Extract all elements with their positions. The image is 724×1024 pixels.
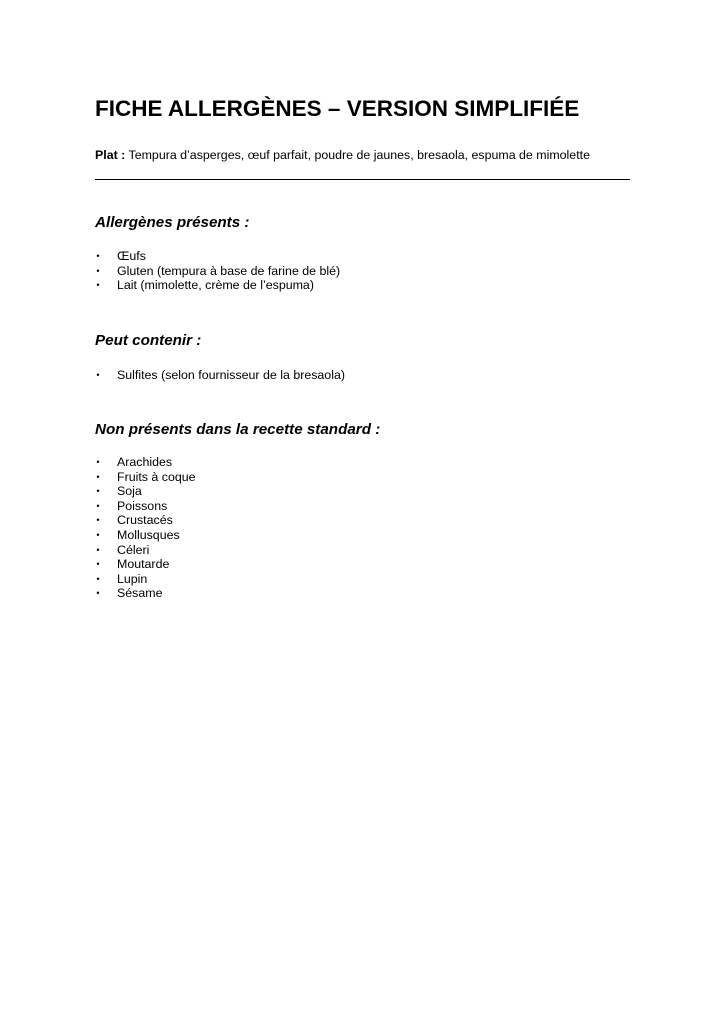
list-item: • Lait (mimolette, crème de l’espuma) bbox=[96, 278, 314, 293]
bullet-icon: • bbox=[96, 500, 100, 511]
list-item: • Œufs bbox=[96, 249, 146, 263]
bullet-icon: • bbox=[96, 559, 100, 570]
list-item: • Gluten (tempura à base de farine de blé) bbox=[96, 263, 341, 278]
bullet-icon: • bbox=[96, 588, 100, 599]
allergens-present-list bbox=[95, 249, 340, 293]
bullet-icon: • bbox=[96, 370, 100, 380]
list-item: • Crustacés bbox=[96, 513, 173, 528]
bullet-icon: • bbox=[96, 280, 100, 291]
may-contain-list bbox=[95, 368, 345, 383]
section-heading-allergens-present: Allergènes présents : bbox=[95, 214, 250, 231]
bullet-icon: • bbox=[96, 471, 100, 482]
list-item: • Céleri bbox=[96, 542, 150, 557]
list-item: • Mollusques bbox=[96, 527, 180, 542]
bullet-icon: • bbox=[96, 251, 100, 261]
dish-line bbox=[95, 147, 590, 163]
bullet-icon: • bbox=[96, 544, 100, 555]
list-item: • Sésame bbox=[96, 586, 163, 601]
bullet-icon: • bbox=[96, 486, 100, 497]
document-title: FICHE ALLERGÈNES – VERSION SIMPLIFIÉE bbox=[95, 96, 580, 121]
bullet-icon: • bbox=[96, 265, 100, 276]
bullet-icon: • bbox=[96, 515, 100, 526]
not-present-list bbox=[95, 455, 196, 601]
list-item: • Moutarde bbox=[96, 557, 170, 572]
section-heading-not-present: Non présents dans la recette standard : bbox=[95, 421, 381, 438]
list-item: • Poissons bbox=[96, 498, 168, 513]
dish-description: Tempura d’asperges, œuf parfait, poudre de jaunes, bresaola, espuma de mimolette bbox=[128, 148, 590, 162]
section-heading-may-contain: Peut contenir : bbox=[95, 332, 202, 349]
list-item: • Fruits à coque bbox=[96, 469, 196, 484]
bullet-icon: • bbox=[96, 573, 100, 584]
list-item: • Soja bbox=[96, 484, 142, 499]
list-item: • Lupin bbox=[96, 571, 148, 586]
bullet-icon: • bbox=[96, 529, 100, 540]
bullet-icon: • bbox=[96, 457, 100, 467]
list-item: • Arachides bbox=[96, 455, 173, 469]
horizontal-divider bbox=[95, 179, 630, 180]
dish-label: Plat : bbox=[95, 148, 126, 162]
list-item: • Sulfites (selon fournisseur de la bresaola) bbox=[96, 368, 345, 382]
